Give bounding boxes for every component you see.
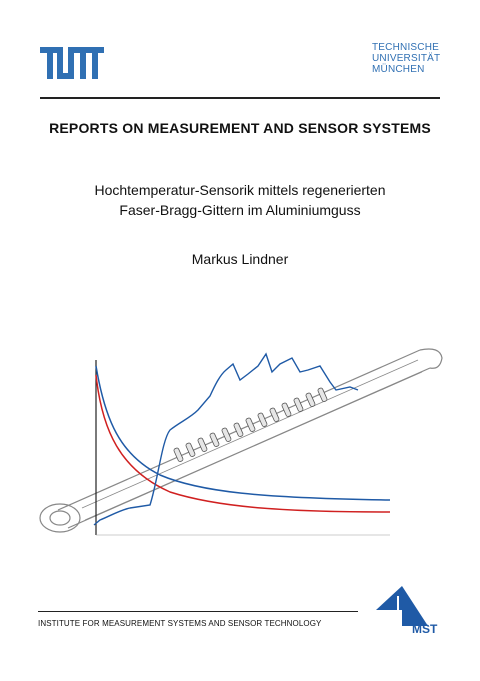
book-title-line-1: Hochtemperatur-Sensorik mittels regenerierten xyxy=(94,182,386,198)
university-line: MÜNCHEN xyxy=(372,64,425,75)
optical-fiber-graphic xyxy=(40,349,442,532)
bragg-grating-graphic xyxy=(173,387,327,462)
university-line: TECHNISCHE xyxy=(372,42,440,53)
mst-logo xyxy=(372,582,438,636)
mst-logo-text: MST xyxy=(412,622,438,636)
tum-logo xyxy=(40,47,104,79)
series-title: REPORTS ON MEASUREMENT AND SENSOR SYSTEMS xyxy=(49,120,431,136)
book-title-line-2: Faser-Bragg-Gittern im Aluminiumguss xyxy=(119,202,361,218)
red-decay-curve xyxy=(96,375,390,512)
author-name: Markus Lindner xyxy=(191,251,289,267)
bottom-divider xyxy=(38,611,358,612)
cover-illustration xyxy=(30,330,450,545)
institute-name: INSTITUTE FOR MEASUREMENT SYSTEMS AND SENSOR TECHNOLOGY xyxy=(38,619,322,628)
plot-axes-graphic xyxy=(96,360,390,535)
university-line: UNIVERSITÄT xyxy=(372,53,441,64)
university-name xyxy=(372,42,452,75)
top-divider xyxy=(40,97,440,99)
